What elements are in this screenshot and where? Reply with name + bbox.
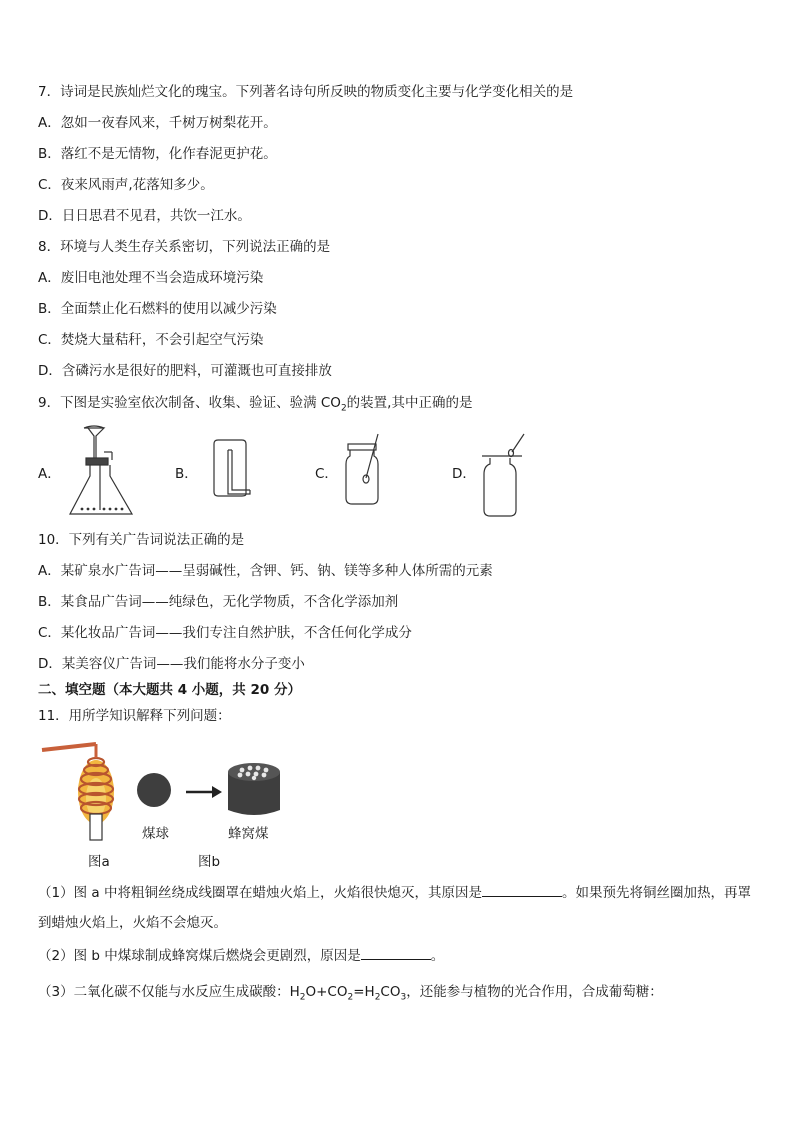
q7-option-c: C．夜来风雨声,花落知多少。 — [38, 177, 214, 193]
q10-option-c: C．某化妆品广告词——我们专注自然护肤，不含任何化学成分 — [38, 625, 412, 641]
section-title: 二、填空题（本大题共 4 小题，共 20 分） — [38, 682, 301, 698]
q9-label-b: B． — [175, 466, 198, 482]
q10-option-d: D．某美容仪广告词——我们能将水分子变小 — [38, 656, 305, 672]
q8-option-d: D．含磷污水是很好的肥料，可灌溉也可直接排放 — [38, 363, 332, 379]
honeycomb-label: 蜂窝煤 — [228, 826, 269, 842]
q7-option-b: B．落红不是无情物，化作春泥更护花。 — [38, 146, 277, 162]
q11-part2: （2）图 b 中煤球制成蜂窝煤后燃烧会更剧烈，原因是 。 — [38, 945, 444, 966]
apparatus-b-gas-jar — [206, 436, 266, 506]
apparatus-a-flask-funnel — [60, 422, 150, 522]
q8-option-a: A．废旧电池处理不当会造成环境污染 — [38, 270, 264, 286]
q8-option-c: C．焚烧大量秸秆，不会引起空气污染 — [38, 332, 264, 348]
answer-blank-2[interactable] — [361, 945, 431, 960]
coal-ball-label: 煤球 — [142, 826, 169, 842]
arrow-icon — [184, 785, 224, 799]
q10-option-a: A．某矿泉水广告词——呈弱碱性，含钾、钙、钠、镁等多种人体所需的元素 — [38, 563, 493, 579]
q10-option-b: B．某食品广告词——纯绿色，无化学物质，不含化学添加剂 — [38, 594, 399, 610]
answer-blank-1[interactable] — [482, 882, 562, 897]
apparatus-c-bottle-stick — [340, 432, 400, 512]
q8-stem: 8．环境与人类生存关系密切，下列说法正确的是 — [38, 239, 331, 255]
q9-label-c: C． — [315, 466, 338, 482]
q11-part3: （3）二氧化碳不仅能与水反应生成碳酸：$H_2O+CO_2=H_2CO_3$，还能参与植物的光合作用，合成葡萄糖： — [38, 984, 663, 1003]
figure-a-label: 图a — [88, 854, 110, 870]
q9-label-d: D． — [452, 466, 476, 482]
figure-a-candle-coil — [40, 742, 140, 842]
honeycomb-briquette — [224, 760, 284, 820]
coal-ball — [136, 772, 176, 812]
q8-option-b: B．全面禁止化石燃料的使用以减少污染 — [38, 301, 277, 317]
q9-stem: 9．下图是实验室依次制备、收集、验证、验满 $CO_2$的装置,其中正确的是 — [38, 395, 473, 414]
q7-option-a: A．忽如一夜春风来，千树万树梨花开。 — [38, 115, 277, 131]
q11-stem: 11．用所学知识解释下列问题： — [38, 708, 231, 724]
q7-option-d: D．日日思君不见君，共饮一江水。 — [38, 208, 251, 224]
q9-label-a: A． — [38, 466, 61, 482]
figure-b-label: 图b — [198, 854, 221, 870]
q7-stem: 7．诗词是民族灿烂文化的瑰宝。下列著名诗句所反映的物质变化主要与化学变化相关的是 — [38, 84, 574, 100]
q11-part1: （1）图 a 中将粗铜丝绕成线圈罩在蜡烛火焰上，火焰很快熄灭，其原因是 。如果预先将铜丝圈加热，再罩到蜡烛火焰上，火焰不会熄灭。 — [38, 878, 756, 938]
q10-stem: 10．下列有关广告词说法正确的是 — [38, 532, 245, 548]
apparatus-d-bottle-stick — [476, 432, 536, 522]
